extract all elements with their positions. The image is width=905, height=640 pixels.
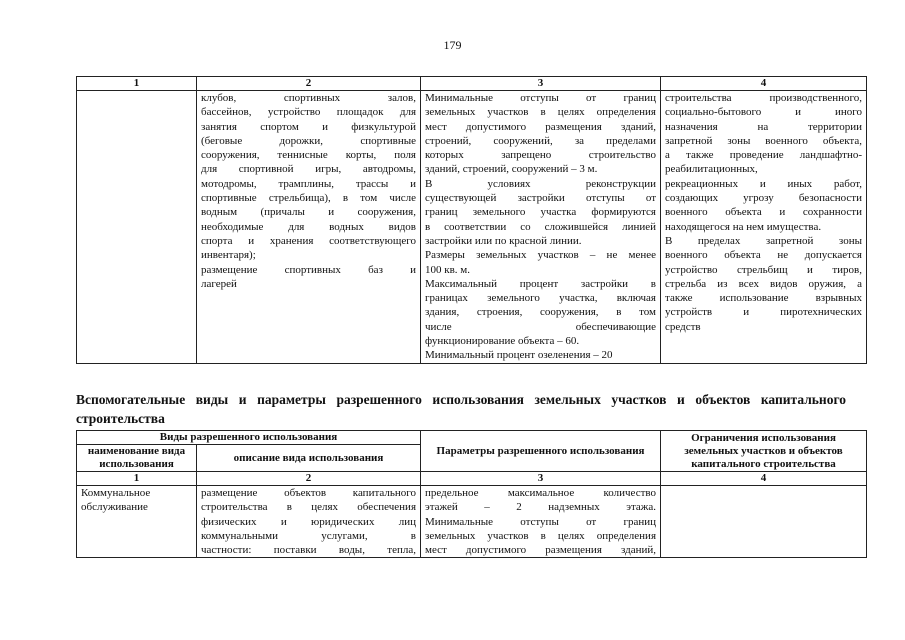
text-line: военного объекта и сохранности xyxy=(665,206,862,219)
name-cell xyxy=(77,91,197,364)
text-line: бассейнов, устройство площадок для xyxy=(201,106,416,119)
text-line: застройки или по красной линии. xyxy=(425,234,582,247)
text-line: рекреационных и иных работ, xyxy=(665,177,862,190)
col-number: 3 xyxy=(421,77,661,91)
text-line: размещение спортивных баз и xyxy=(201,263,416,276)
continued-table xyxy=(76,76,867,364)
text-line: Размеры земельных участков – не менее xyxy=(425,249,656,262)
text-line: границах земельного участка, включая xyxy=(425,292,656,305)
col-number: 1 xyxy=(77,472,197,486)
table-row xyxy=(77,91,867,364)
text-line: средств xyxy=(665,320,701,333)
header-row xyxy=(77,431,867,445)
text-line: В условиях реконструкции xyxy=(425,177,656,190)
text-line: Минимальные отступы от границ xyxy=(425,92,656,104)
text-line: числе обеспечивающие xyxy=(425,320,656,333)
text-line: клубов, спортивных залов, xyxy=(201,92,416,104)
text-line: земельных участков в целях определения xyxy=(425,529,657,542)
text-line: социально-бытового и иного xyxy=(665,106,862,119)
text-line: строительства производственного, xyxy=(665,92,862,104)
text-line: коммунальными услугами, в xyxy=(201,529,417,542)
header-use-name: наименование вида использования xyxy=(77,445,197,472)
header-parameters: Параметры разрешенного использования xyxy=(421,431,661,472)
text-line: спортивные стрельбища), в том числе xyxy=(201,192,416,205)
column-number-row xyxy=(77,77,867,91)
text-line: военного объекта не допускается xyxy=(665,249,862,262)
text-line: мест допустимого размещения зданий, xyxy=(425,544,657,557)
text-line: существующей застройки отступы от xyxy=(425,192,656,205)
page-number: 179 xyxy=(443,38,462,52)
text-line: предельное максимальное количество xyxy=(425,487,657,499)
text-line: которых запрещено строительство xyxy=(425,149,656,162)
text-line: стрельба из всех видов оружия, а xyxy=(665,277,862,290)
text-line: находящегося на нем имущества. xyxy=(665,220,822,233)
text-line: мест допустимого размещения зданий, xyxy=(425,120,656,133)
table-row xyxy=(77,486,867,558)
col-number: 4 xyxy=(661,472,867,486)
col-number: 3 xyxy=(421,472,661,486)
text-line: устройств и пиротехнических xyxy=(665,306,862,319)
text-line: необходимые для водных видов xyxy=(201,220,416,233)
text-line: также использование взрывных xyxy=(665,292,862,305)
column-number-row xyxy=(77,472,867,486)
use-name-cell: Коммунальное обслуживание xyxy=(77,486,197,558)
text-line: частности: поставки воды, тепла, xyxy=(201,544,417,557)
text-line: устройство стрельбищ и тиров, xyxy=(665,263,862,276)
text-line: размещение объектов капитального xyxy=(201,487,417,499)
col-number: 2 xyxy=(197,77,421,91)
use-parameters-cell xyxy=(421,486,661,558)
text-line: лагерей xyxy=(201,277,237,290)
text-line: этажей – 2 надземных этажа. xyxy=(425,501,657,514)
description-cell xyxy=(197,91,421,364)
text-line: инвентаря); xyxy=(201,249,256,262)
use-description-cell xyxy=(197,486,421,558)
text-line: запретной зоны военного объекта, xyxy=(665,134,862,147)
text-line: Минимальные отступы от границ xyxy=(425,515,657,528)
header-uses-group: Виды разрешенного использования xyxy=(77,431,421,445)
restrictions-cell xyxy=(661,91,867,364)
text-line: земельных участков в целях определения xyxy=(425,106,656,119)
text-line: (беговые дорожки, спортивные xyxy=(201,134,416,147)
text-line: для спортивной игры, автодромы, xyxy=(201,163,416,176)
text-line: занятия спортом и физкультурой xyxy=(201,120,416,133)
text-line: водным (причалы и сооружения, xyxy=(201,206,416,219)
auxiliary-uses-table xyxy=(76,430,867,558)
text-line: мотодромы, трамплины, трассы и xyxy=(201,177,416,190)
text-line: реабилитационных, xyxy=(665,163,758,176)
header-use-description: описание вида использования xyxy=(197,445,421,472)
text-line: зданий, строений, сооружений – 3 м. xyxy=(425,163,598,176)
col-number: 4 xyxy=(661,77,867,91)
text-line: в соответствии со сложившейся линией xyxy=(425,220,656,233)
text-line: физических и юридических лиц xyxy=(201,515,417,528)
section-title: Вспомогательные виды и параметры разрешенного использования земельных участков и объектов капитального строительства xyxy=(76,392,846,426)
text-line: здания, строения, сооружения, в том xyxy=(425,306,656,319)
use-restrictions-cell xyxy=(661,486,867,558)
text-line: Минимальный процент озеленения – 20 xyxy=(425,349,613,362)
parameters-cell xyxy=(421,91,661,364)
text-line: функционирование объекта – 60. xyxy=(425,335,580,348)
header-restrictions: Ограничения использования земельных участков и объектов капитального строительства xyxy=(661,431,867,472)
text-line: строительства в целях обеспечения xyxy=(201,501,417,514)
text-line: Максимальный процент застройки в xyxy=(425,277,656,290)
text-line: В пределах запретной зоны xyxy=(665,234,862,247)
text-line: спорта и хранения соответствующего xyxy=(201,234,416,247)
text-line: а также проведение ландшафтно- xyxy=(665,149,862,162)
col-number: 2 xyxy=(197,472,421,486)
text-line: строений, сооружений, за пределами xyxy=(425,134,656,147)
text-line: сооружения, теннисные корты, поля xyxy=(201,149,416,162)
text-line: 100 кв. м. xyxy=(425,263,470,276)
text-line: создающих угрозу безопасности xyxy=(665,192,862,205)
text-line: назначения на территории xyxy=(665,120,862,133)
col-number: 1 xyxy=(77,77,197,91)
text-line: границ земельного участка формируются xyxy=(425,206,656,219)
